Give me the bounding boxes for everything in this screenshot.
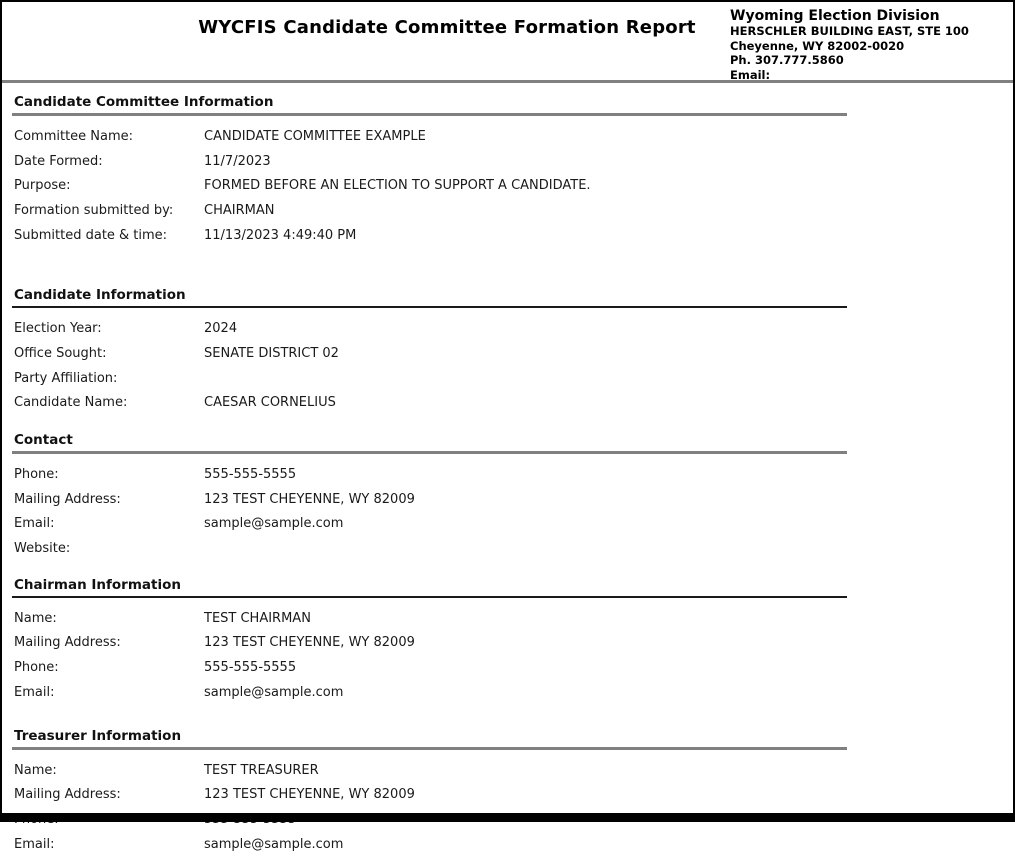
division-address-line1: HERSCHLER BUILDING EAST, STE 100 — [730, 24, 969, 38]
field-label: Date Formed: — [14, 153, 103, 169]
field-label: Email: — [14, 836, 55, 852]
field-value: 123 TEST CHEYENNE, WY 82009 — [204, 787, 415, 803]
field-label: Mailing Address: — [14, 787, 121, 803]
field-value: sample@sample.com — [204, 684, 344, 700]
field-row — [12, 462, 847, 487]
section-title: Candidate Committee Information — [14, 94, 274, 110]
field-label: Candidate Name: — [14, 395, 128, 411]
field-label: Office Sought: — [14, 345, 107, 361]
section-title: Contact — [14, 432, 73, 449]
division-address-line2: Cheyenne, WY 82002-0020 — [730, 38, 905, 53]
section-fields — [12, 598, 847, 705]
field-label: Purpose: — [14, 178, 71, 194]
field-label: Party Affiliation: — [14, 370, 118, 386]
field-value: FORMED BEFORE AN ELECTION TO SUPPORT A CANDIDATE. — [204, 178, 591, 194]
page-title: WYCFIS Candidate Committee Formation Report — [198, 17, 696, 38]
field-value: CHAIRMAN — [204, 202, 275, 218]
report-header — [2, 2, 1013, 83]
field-label: Name: — [14, 610, 57, 626]
field-label: Phone: — [14, 467, 59, 483]
field-label: Mailing Address: — [14, 491, 121, 507]
field-row — [12, 758, 847, 783]
field-label: Submitted date & time: — [14, 227, 168, 243]
field-value: 2024 — [204, 321, 238, 337]
division-name: Wyoming Election Division — [730, 8, 940, 24]
field-label: Website: — [14, 541, 71, 557]
section-treasurer-information — [12, 728, 847, 856]
section-candidate-committee-information — [12, 94, 847, 247]
field-label: Email: — [14, 516, 55, 532]
field-label: Phone: — [14, 660, 59, 676]
field-value: 123 TEST CHEYENNE, WY 82009 — [204, 491, 415, 507]
section-fields — [12, 454, 847, 561]
field-value: sample@sample.com — [204, 516, 344, 532]
report-body — [2, 94, 1013, 856]
field-row — [12, 536, 847, 561]
field-label: Name: — [14, 762, 57, 778]
field-row — [12, 512, 847, 537]
section-chairman-information — [12, 577, 847, 705]
field-row — [12, 366, 847, 391]
section-candidate-information — [12, 287, 847, 415]
field-value: 11/7/2023 — [204, 153, 271, 169]
section-heading-rule — [12, 287, 847, 308]
division-email-label: Email: — [730, 67, 771, 82]
section-fields — [12, 116, 847, 247]
field-row — [12, 316, 847, 341]
field-value: 555-555-5555 — [204, 467, 297, 483]
field-value: 11/13/2023 4:49:40 PM — [204, 227, 357, 243]
field-value: SENATE DISTRICT 02 — [204, 345, 339, 361]
division-phone: Ph. 307.777.5860 — [730, 53, 844, 68]
section-fields — [12, 308, 847, 415]
field-row — [12, 606, 847, 631]
section-heading-rule — [12, 728, 847, 750]
section-fields — [12, 750, 847, 856]
field-row — [12, 391, 847, 416]
section-title: Candidate Information — [14, 287, 186, 304]
field-value: CANDIDATE COMMITTEE EXAMPLE — [204, 128, 426, 144]
field-row — [12, 782, 847, 807]
section-contact — [12, 432, 847, 561]
page-bottom-edge — [0, 813, 1015, 822]
field-label: Email: — [14, 684, 55, 700]
field-value: TEST CHAIRMAN — [204, 610, 311, 626]
field-row — [12, 173, 847, 198]
field-value: CAESAR CORNELIUS — [204, 395, 336, 411]
section-heading-rule — [12, 94, 847, 116]
field-row — [12, 631, 847, 656]
field-row — [12, 223, 847, 248]
field-label: Election Year: — [14, 321, 102, 337]
field-row — [12, 341, 847, 366]
field-row — [12, 487, 847, 512]
section-title: Treasurer Information — [14, 727, 182, 744]
section-heading-rule — [12, 577, 847, 598]
field-row — [12, 680, 847, 705]
field-label: Formation submitted by: — [14, 202, 174, 218]
field-label: Mailing Address: — [14, 635, 121, 651]
division-address-block — [730, 8, 1015, 82]
field-value: 123 TEST CHEYENNE, WY 82009 — [204, 635, 415, 651]
field-value: 555-555-5555 — [204, 660, 297, 676]
field-row — [12, 198, 847, 223]
field-row — [12, 149, 847, 174]
field-row — [12, 655, 847, 680]
section-heading-rule — [12, 432, 847, 454]
field-value: TEST TREASURER — [204, 762, 319, 778]
field-label: Committee Name: — [14, 128, 134, 144]
section-title: Chairman Information — [14, 576, 181, 593]
field-value: sample@sample.com — [204, 836, 344, 852]
field-row — [12, 124, 847, 149]
field-row — [12, 832, 847, 856]
